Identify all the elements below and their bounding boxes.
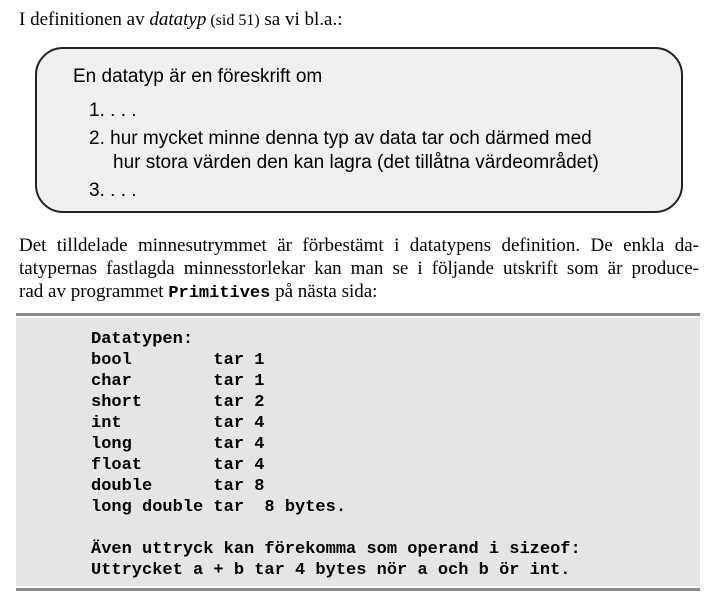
paragraph-line-3-prefix: rad av programmet [19,281,169,302]
code-bottom-rule [16,588,700,591]
paragraph-line-2: tatypernas fastlagda minnesstorlekar kan man se i följande utskrift som är produce- [19,258,699,279]
code-line-8: double tar 8 [91,477,265,496]
code-line-5: int tar 4 [91,414,265,433]
definition-item-2-continuation: hur stora värden den kan lagra (det tillåtna värdeområdet) [113,152,599,173]
intro-term: datatyp [149,9,207,30]
definition-item-number: 2. [89,128,105,149]
code-line-3: char tar 1 [91,372,265,391]
code-line-7: float tar 4 [91,456,265,475]
paragraph-line-1: Det tilldelade minnesutrymmet är förbestämt i datatypens definition. De enkla da- [19,235,699,256]
intro-sentence [19,8,343,33]
definition-item-text: hur mycket minne denna typ av data tar och därmed med [110,128,592,149]
code-line-4: short tar 2 [91,393,265,412]
code-top-rule [16,313,700,316]
definition-item-1 [89,98,137,124]
definition-item-3 [89,178,137,204]
code-line-1: Datatypen: [91,330,194,349]
code-line-11: Även uttryck kan förekomma som operand i sizeof: [91,540,581,559]
code-line-12: Uttrycket a + b tar 4 bytes nör a och b ör int. [91,561,571,580]
intro-page-ref: (sid 51) [206,12,260,29]
definition-title: En datatyp är en föreskrift om [73,66,323,87]
definition-box [35,47,683,213]
definition-item-number: 1. [89,100,105,121]
code-line-2: bool tar 1 [91,351,265,370]
definition-item-number: 3. [89,180,105,201]
program-name: Primitives [168,284,271,303]
definition-item-text: . . . [110,100,137,121]
definition-item-2 [89,126,592,152]
definition-item-text: . . . [110,180,137,201]
code-line-6: long tar 4 [91,435,265,454]
paragraph-line-3-suffix: på nästa sida: [270,281,378,302]
intro-prefix: I definitionen av [19,9,150,30]
intro-suffix: sa vi bl.a.: [259,9,343,30]
body-paragraph [19,234,699,305]
code-line-9: long double tar 8 bytes. [91,498,347,517]
paragraph-line-3 [19,280,699,305]
